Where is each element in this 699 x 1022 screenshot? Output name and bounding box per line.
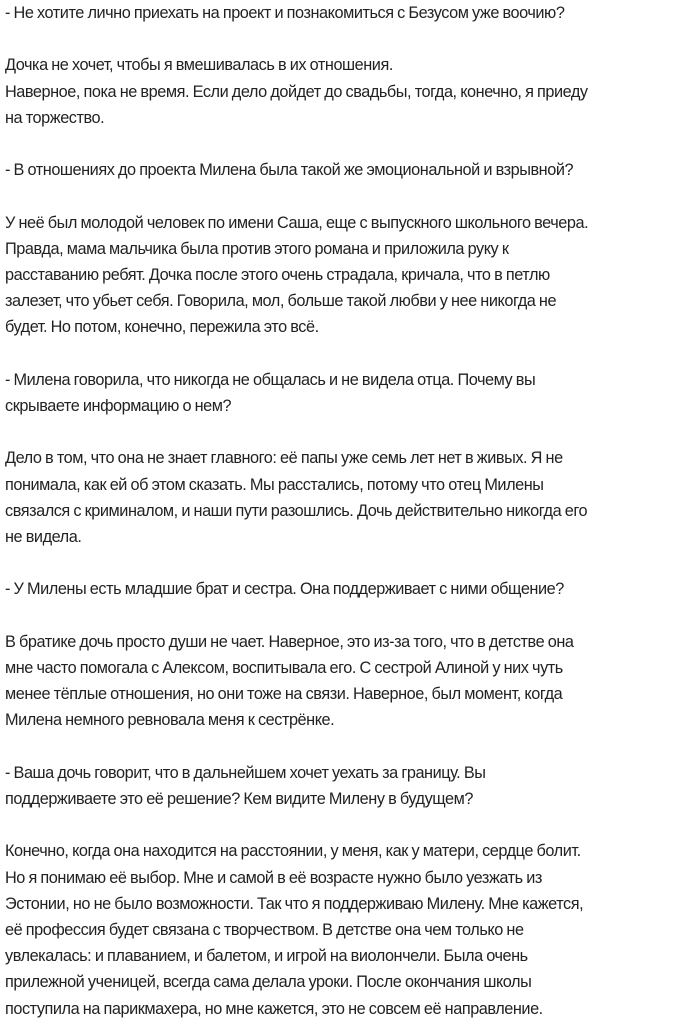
text-line: не видела. <box>5 527 82 546</box>
text-line: на торжество. <box>5 108 105 127</box>
text-line: Но я понимаю её выбор. Мне и самой в её возрасте нужно было уезжать из <box>5 868 542 887</box>
text-line: Милена немного ревновала меня к сестрёнке. <box>5 711 335 730</box>
text-line: - Милена говорила, что никогда не общалась и не видела отца. Почему вы <box>5 370 536 389</box>
text-line: Дочка не хочет, чтобы я вмешивалась в их отношения. <box>5 56 393 75</box>
question-paragraph <box>5 760 695 812</box>
text-line: поддерживаете это её решение? Кем видите Милену в будущем? <box>5 789 473 808</box>
text-line: скрываете информацию о нем? <box>5 396 232 415</box>
question-paragraph <box>5 367 695 419</box>
text-line: понимала, как ей об этом сказать. Мы расстались, потому что отец Милены <box>5 475 544 494</box>
text-line: прилежной ученицей, всегда сама делала уроки. После окончания школы <box>5 973 532 992</box>
text-line: У неё был молодой человек по имени Саша, еще с выпускного школьного вечера. <box>5 213 589 232</box>
text-line: В братике дочь просто души не чает. Наверное, это из-за того, что в детстве она <box>5 632 574 651</box>
text-line: Эстонии, но не было возможности. Так что я поддерживаю Милену. Мне кажется, <box>5 894 584 913</box>
answer-paragraph <box>5 52 695 131</box>
answer-paragraph <box>5 629 695 734</box>
answer-paragraph <box>5 838 695 1021</box>
text-line: поступила на парикмахера, но мне кажется, это не совсем её направление. <box>5 999 543 1018</box>
text-line: Наверное, пока не время. Если дело дойдет до свадьбы, тогда, конечно, я приеду <box>5 82 588 101</box>
question-paragraph <box>5 576 695 602</box>
text-line: расставанию ребят. Дочка после этого очень страдала, кричала, что в петлю <box>5 265 550 284</box>
text-line: связался с криминалом, и наши пути разошлись. Дочь действительно никогда его <box>5 501 588 520</box>
text-line: мне часто помогала с Алексом, воспитывала его. С сестрой Алиной у них чуть <box>5 658 563 677</box>
question-paragraph <box>5 0 695 26</box>
text-line: - Ваша дочь говорит, что в дальнейшем хочет уехать за границу. Вы <box>5 763 486 782</box>
text-line: Правда, мама мальчика была против этого романа и приложила руку к <box>5 239 509 258</box>
question-paragraph <box>5 157 695 183</box>
text-line: - У Милены есть младшие брат и сестра. Она поддерживает с ними общение? <box>5 580 564 599</box>
text-line: - Не хотите лично приехать на проект и познакомиться с Безусом уже воочию? <box>5 4 565 22</box>
text-line: - В отношениях до проекта Милена была такой же эмоциональной и взрывной? <box>5 161 574 180</box>
text-line: менее тёплые отношения, но они тоже на связи. Наверное, был момент, когда <box>5 685 563 704</box>
text-line: увлекалась: и плаванием, и балетом, и игрой на виолончели. Была очень <box>5 947 528 966</box>
answer-paragraph <box>5 210 695 341</box>
text-line: Дело в том, что она не знает главного: её папы уже семь лет нет в живых. Я не <box>5 449 563 468</box>
text-line: залезет, что убьет себя. Говорила, мол, больше такой любви у нее никогда не <box>5 292 557 311</box>
text-line: будет. Но потом, конечно, пережила это всё. <box>5 318 319 337</box>
text-line: её профессия будет связана с творчеством. В детстве она чем только не <box>5 920 524 939</box>
text-line: Конечно, когда она находится на расстоянии, у меня, как у матери, сердце болит. <box>5 842 581 861</box>
answer-paragraph <box>5 445 695 550</box>
